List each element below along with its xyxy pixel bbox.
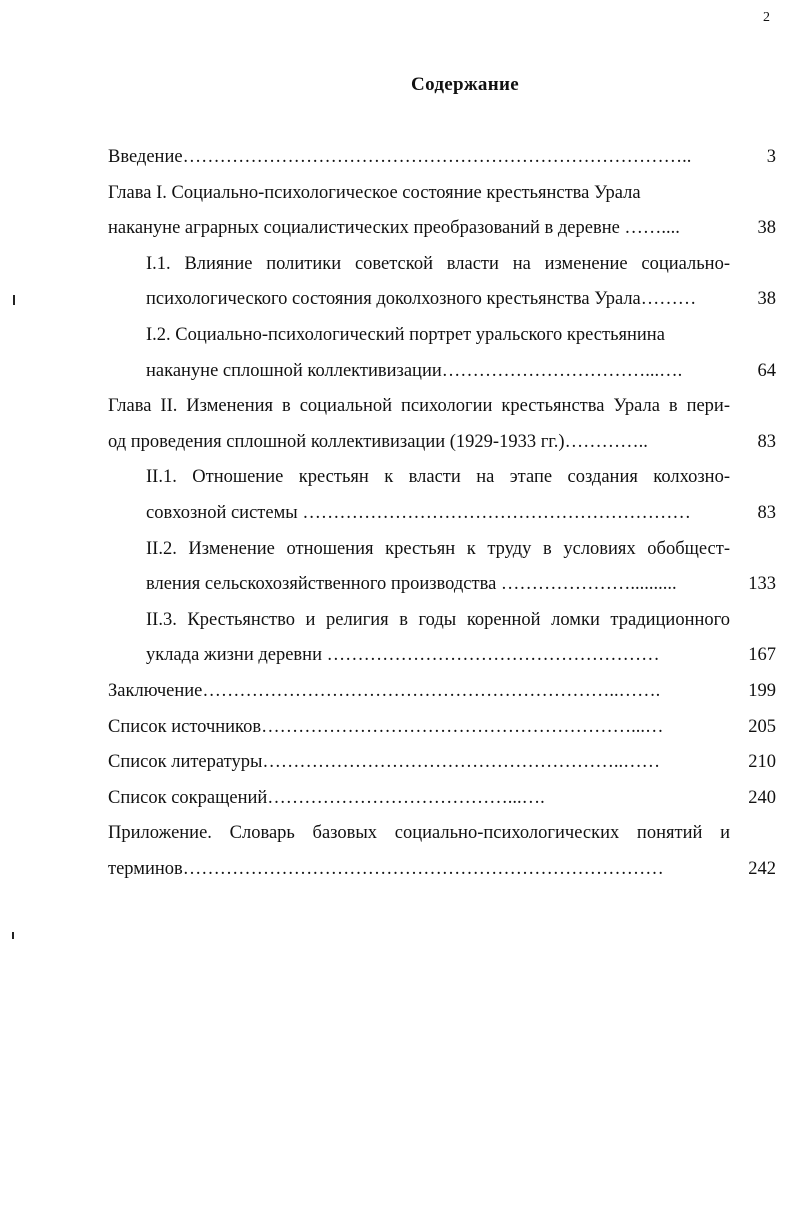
toc-entry-text: Список сокращений…………………………………...…. <box>108 787 545 808</box>
page-number: 2 <box>763 10 770 25</box>
toc-line <box>108 425 776 461</box>
toc-line <box>108 638 776 674</box>
scan-mark <box>12 932 14 939</box>
toc-entry-text: II.2. Изменение отношения крестьян к труду в условиях обобщест- <box>146 538 730 559</box>
toc-line <box>108 460 776 496</box>
toc-line <box>108 710 776 746</box>
toc-page-number: 3 <box>766 147 776 167</box>
toc-line <box>108 745 776 781</box>
toc-line <box>108 674 776 710</box>
toc-page-number: 242 <box>748 858 776 879</box>
toc-entry-text: II.3. Крестьянство и религия в годы коренной ломки традиционного <box>146 609 730 630</box>
toc-page-number: 240 <box>748 787 776 808</box>
toc-entry-text: I.2. Социально-психологический портрет уральского крестьянина <box>146 324 665 345</box>
toc-line <box>108 247 776 283</box>
toc-entry-text: совхозной системы ……………………………………………………… <box>146 502 691 523</box>
toc-line <box>108 532 776 568</box>
toc-line <box>108 354 776 390</box>
toc-page-number: 64 <box>757 360 776 381</box>
toc-entry-text: Список литературы…………………………………………………..…… <box>108 752 661 773</box>
scan-mark <box>13 295 15 305</box>
toc-entry-text: накануне аграрных социалистических преобразований в деревне …….... <box>108 218 680 239</box>
toc-entry-text: од проведения сплошной коллективизации (1929-1933 гг.)………….. <box>108 431 648 452</box>
toc-entry-text: терминов…………………………………………………………………… <box>108 858 664 879</box>
toc-entry-text: психологического состояния доколхозного крестьянства Урала……… <box>146 289 697 310</box>
toc-line <box>108 781 776 817</box>
toc-line <box>108 318 776 354</box>
toc-line <box>108 389 776 425</box>
toc-entry-text: I.1. Влияние политики советской власти на изменение социально- <box>146 253 730 274</box>
toc-page-number: 38 <box>757 218 776 239</box>
toc-line <box>108 211 776 247</box>
table-of-contents <box>108 140 776 887</box>
toc-page-number: 205 <box>748 716 776 737</box>
toc-entry-text: вления сельскохозяйственного производства ………………….......... <box>146 574 677 595</box>
toc-page-number: 210 <box>748 752 776 773</box>
toc-line <box>108 816 776 852</box>
toc-page-number: 83 <box>757 431 776 452</box>
toc-page-number: 133 <box>748 574 776 595</box>
toc-line <box>108 176 776 212</box>
toc-line <box>108 603 776 639</box>
toc-line <box>108 567 776 603</box>
toc-entry-text: Глава II. Изменения в социальной психологии крестьянства Урала в пери- <box>108 396 730 417</box>
toc-entry-text: Приложение. Словарь базовых социально-психологических понятий и <box>108 823 730 844</box>
toc-entry-text: Заключение…………………………………………………………..……. <box>108 680 661 701</box>
toc-entry-text: II.1. Отношение крестьян к власти на этапе создания колхозно- <box>146 467 730 488</box>
toc-page-number: 38 <box>757 289 776 310</box>
toc-line <box>108 496 776 532</box>
toc-line <box>108 140 776 176</box>
toc-line <box>108 852 776 888</box>
page-title: Содержание <box>411 74 519 95</box>
toc-entry-text: Список источников……………………………………………………...… <box>108 716 664 737</box>
toc-entry-text: Введение……………………………………………………………………….. <box>108 147 692 167</box>
toc-entry-text: уклада жизни деревни ……………………………………………… <box>146 645 660 666</box>
toc-page-number: 83 <box>757 502 776 523</box>
toc-entry-text: накануне сплошной коллективизации……………………………...…. <box>146 360 683 381</box>
toc-page-number: 167 <box>748 645 776 666</box>
toc-page-number: 199 <box>748 680 776 701</box>
toc-entry-text: Глава I. Социально-психологическое состояние крестьянства Урала <box>108 182 641 203</box>
toc-line <box>108 282 776 318</box>
